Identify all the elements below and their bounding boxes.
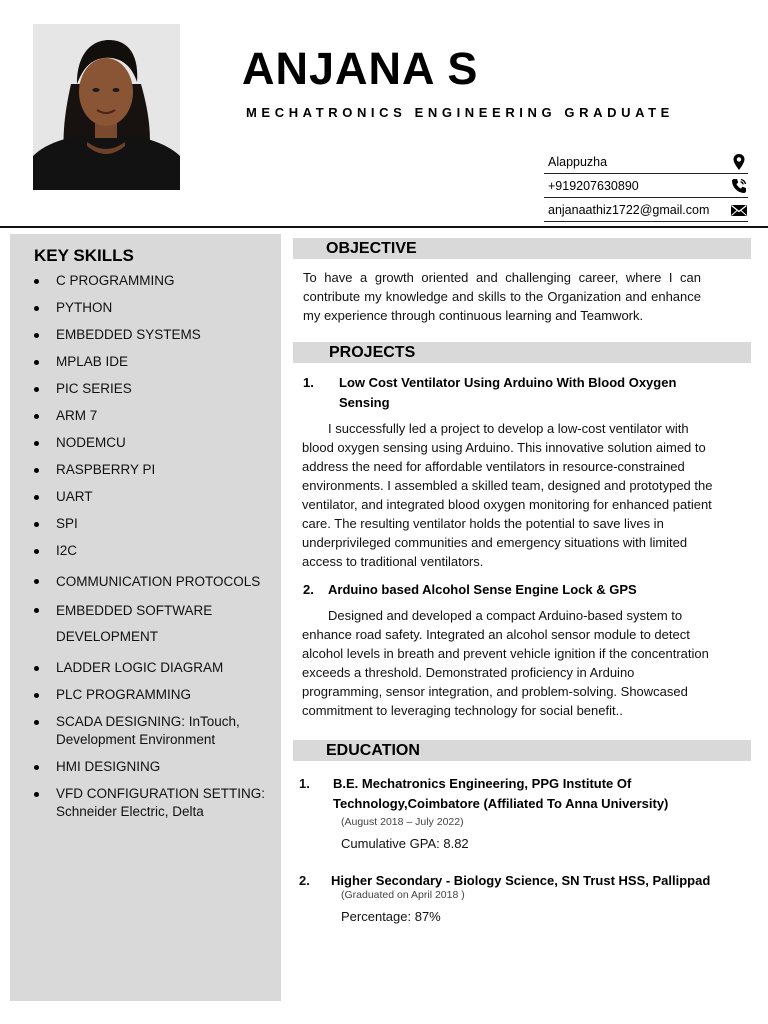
main-column [293, 238, 751, 926]
project-description: Designed and developed a compact Arduino-based system to enhance road safety. Integrated an alcohol sensor module to detect alcohol levels in breath and prevent vehicle ignition if the concentration exceeds a threshold. Demonstrated proficiency in Arduino programming, sensor integration, and problem-solving. Showcased commitment to leveraging technology for social benefit.. [302, 608, 709, 718]
education-heading: EDUCATION [293, 740, 751, 761]
skill-item: EMBEDDED SOFTWARE DEVELOPMENT [10, 598, 281, 650]
location-text: Alappuzha [548, 155, 608, 169]
education-item [299, 774, 751, 853]
skill-item: SCADA DESIGNING: InTouch, Development Environment [10, 713, 281, 749]
skill-item: C PROGRAMMING [10, 272, 281, 290]
skill-item: MPLAB IDE [10, 353, 281, 371]
skills-sidebar [10, 234, 281, 1001]
education-score: Cumulative GPA: 8.82 [341, 836, 469, 851]
skill-item: HMI DESIGNING [10, 758, 281, 776]
education-number: 2. [299, 873, 310, 888]
contact-block [544, 150, 748, 222]
skill-item: ARM 7 [10, 407, 281, 425]
project-title [303, 373, 703, 413]
envelope-icon [730, 201, 748, 219]
skill-item: VFD CONFIGURATION SETTING: Schneider Electric, Delta [10, 785, 281, 821]
project-title-text: Arduino based Alcohol Sense Engine Lock & GPS [328, 582, 637, 597]
skill-item: UART [10, 488, 281, 506]
skill-item: PLC PROGRAMMING [10, 686, 281, 704]
skill-item: PYTHON [10, 299, 281, 317]
skill-item: PIC SERIES [10, 380, 281, 398]
projects-heading: PROJECTS [293, 342, 751, 363]
phone-text[interactable]: +919207630890 [548, 179, 639, 193]
skill-item: EMBEDDED SYSTEMS [10, 326, 281, 344]
skill-item: SPI [10, 515, 281, 533]
project-title-text: Low Cost Ventilator Using Arduino With Blood Oxygen Sensing [339, 375, 677, 410]
objective-text: To have a growth oriented and challenging career, where I can contribute my knowledge and skills to the Organization and enhance my experience through continuous learning and Teamwork. [303, 270, 701, 323]
skill-item: COMMUNICATION PROTOCOLS [10, 569, 281, 595]
contact-email [544, 198, 748, 222]
candidate-role: MECHATRONICS ENGINEERING GRADUATE [246, 105, 674, 120]
education-number: 1. [299, 776, 310, 791]
education-date: (Graduated on April 2018 ) [341, 889, 465, 901]
header-divider [0, 226, 768, 228]
education-title: B.E. Mechatronics Engineering, PPG Institute Of Technology,Coimbatore (Affiliated To Anna University) [333, 776, 669, 811]
map-pin-icon [730, 153, 748, 171]
project-description: I successfully led a project to develop a low-cost ventilator with blood oxygen sensing using Arduino. This innovative solution aimed to address the need for affordable ventilators in resource-constrained environments. I assembled a skilled team, designed and prototyped the ventilator, and integrated blood oxygen monitoring for enhanced patient care. The resulting ventilator holds the potential to save lives in underprivileged communities and emergency situations with limited access to traditional ventilators. [302, 421, 713, 569]
candidate-name: ANJANA S [242, 43, 479, 94]
skill-item: NODEMCU [10, 434, 281, 452]
project-number: 1. [303, 375, 314, 390]
education-item [299, 871, 751, 926]
contact-location [544, 150, 748, 174]
project-number: 2. [303, 582, 314, 597]
contact-phone [544, 174, 748, 198]
skill-item: RASPBERRY PI [10, 461, 281, 479]
education-date: (August 2018 – July 2022) [341, 816, 464, 828]
project-title [303, 580, 703, 600]
education-title: Higher Secondary - Biology Science, SN Trust HSS, Pallippad [331, 873, 711, 888]
profile-photo [33, 24, 180, 190]
objective-heading: OBJECTIVE [293, 238, 751, 259]
education-score: Percentage: 87% [341, 909, 441, 924]
person-portrait-image [33, 24, 180, 190]
skills-list [10, 270, 281, 821]
skill-item: I2C [10, 542, 281, 560]
email-text[interactable]: anjanaathiz1722@gmail.com [548, 203, 710, 217]
skills-heading: KEY SKILLS [34, 246, 134, 265]
skill-item: LADDER LOGIC DIAGRAM [10, 659, 281, 677]
phone-icon [730, 177, 748, 195]
